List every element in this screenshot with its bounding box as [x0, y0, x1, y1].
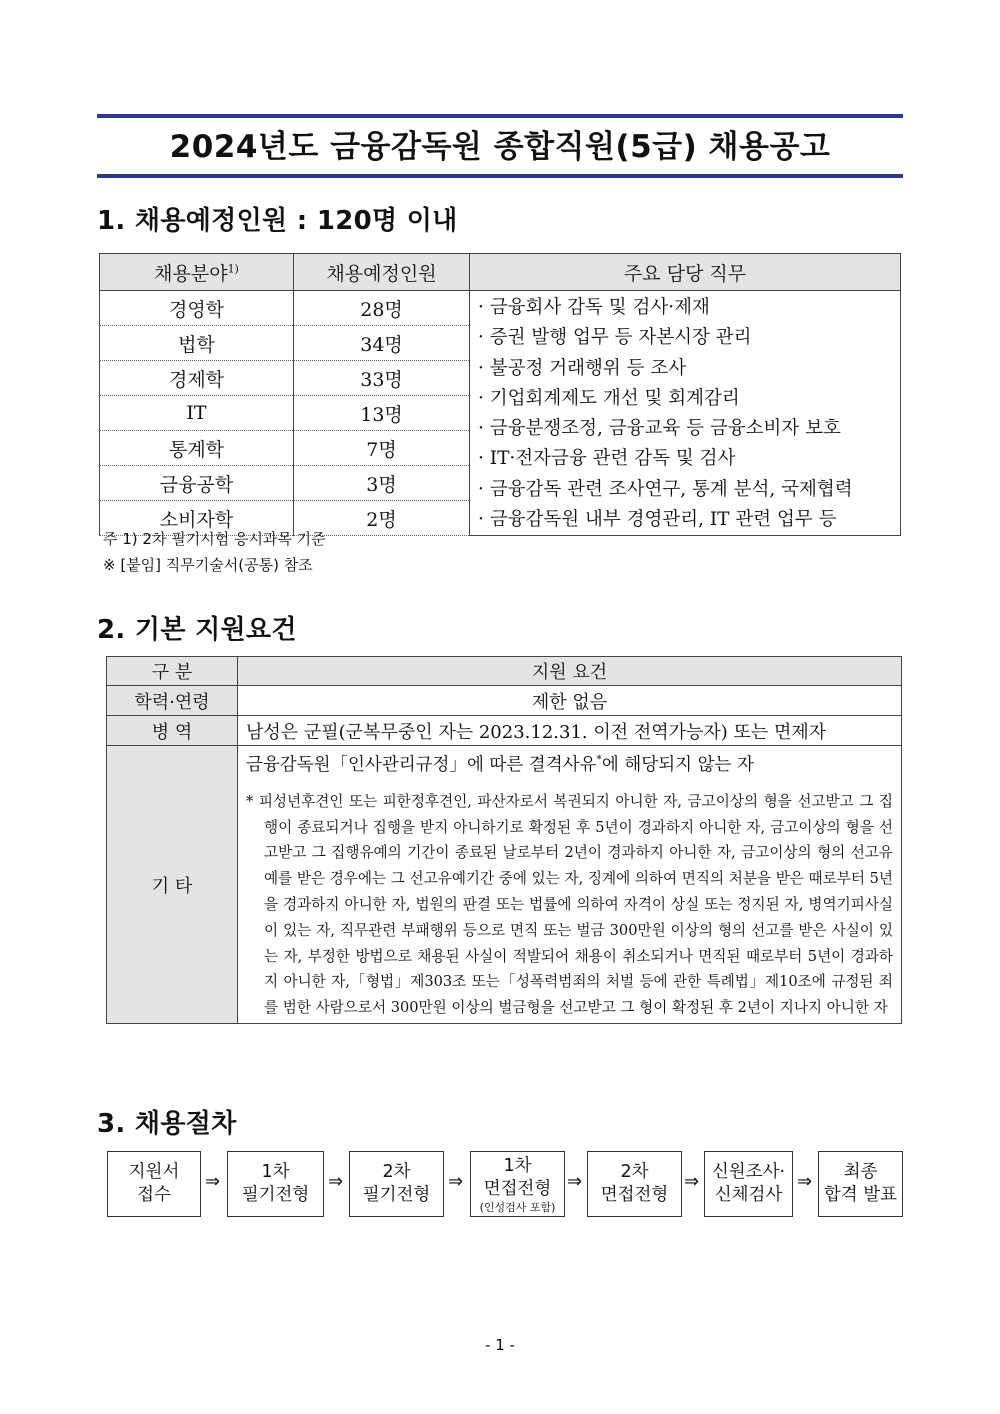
title-block — [97, 114, 903, 178]
header-requirement: 지원 요건 — [238, 657, 902, 686]
duty-item: · 금융감독 관련 조사연구, 통계 분석, 국제협력 — [478, 478, 853, 500]
disqualification-footnote: * 피성년후견인 또는 피한정후견인, 파산자로서 복권되지 아니한 자, 금고이상의 형을 선고받고 그 집행이 종료되거나 집행을 받지 아니하기로 확정된 후 5년이 경과하지 아니한 자, 금고이상의 형을 선고받고 그 집행유예의 기간이 종료된 날로부터 2년이 경과하지 아니한 자, 금고이상의 형의 선고유예를 받은 경우에는 그 선고유예기간 중에 있는 자, 징계에 의하여 면직의 처분을 받은 때로부터 5년을 경과하지 아니한 자, 법원의 판결 또는 법률에 의하여 자격이 상실 또는 정지된 자, 병역기피사실이 있는 자, 직무관련 부패행위 등으로 면직 또는 벌금 300만원 이상의 형의 선고를 받은 사실이 있는 자, 부정한 방법으로 채용된 사실이 적발되어 채용이 취소되거나 면직된 때로부터 5년이 경과하지 아니한 자,「형법」제303조 또는「성폭력범죄의 처벌 등에 관한 특례법」제10조에 규정된 죄를 범한 사람으로서 300만원 이상의 벌금형을 선고받고 그 형이 확정된 후 2년이 지나지 아니한 자 — [246, 792, 893, 1017]
section3-heading: 3. 채용절차 — [97, 1109, 237, 1139]
duty-item: · 금융회사 감독 및 검사·제재 — [478, 297, 710, 318]
disqualification-line: 금융감독원「인사관리규정」에 따른 결격사유*에 해당되지 않는 자 — [246, 753, 754, 775]
page-title: 2024년도 금융감독원 종합직원(5급) 채용공고 — [169, 129, 831, 165]
process-step: 2차 필기전형 — [349, 1151, 444, 1217]
row-label: 학력·연령 — [107, 686, 238, 716]
duty-item: · IT·전자금융 관련 감독 및 검사 — [478, 448, 736, 470]
process-flow — [107, 1151, 903, 1219]
duty-item: · 기업회계제도 개선 및 회계감리 — [478, 387, 740, 409]
requirements-table — [106, 656, 902, 1024]
header-category: 구 분 — [107, 657, 238, 686]
count-cell: 7명 — [294, 431, 470, 466]
table-row — [107, 686, 902, 716]
field-cell: 금융공학 — [100, 466, 294, 501]
arrow-icon: ⇒ — [797, 1171, 813, 1192]
page-number: - 1 - — [485, 1336, 515, 1354]
table-footnote: 주 1) 2차 필기시험 응시과목 기준 — [103, 530, 326, 548]
duty-item: · 금융분쟁조정, 금융교육 등 금융소비자 보호 — [478, 418, 841, 440]
row-value: 남성은 군필(군복무중인 자는 2023.12.31. 이전 전역가능자) 또는 면제자 — [238, 716, 902, 746]
count-cell: 33명 — [294, 361, 470, 396]
row-label: 기 타 — [107, 746, 238, 1024]
requirements-table-header — [107, 657, 902, 686]
arrow-icon: ⇒ — [567, 1171, 583, 1192]
title-rule-bottom — [97, 174, 903, 178]
section1-heading: 1. 채용예정인원 : 120명 이내 — [97, 206, 458, 236]
duty-item: · 증권 발행 업무 등 자본시장 관리 — [478, 327, 752, 349]
arrow-icon: ⇒ — [684, 1171, 700, 1192]
header-duties: 주요 담당 직무 — [470, 254, 901, 291]
count-cell: 13명 — [294, 396, 470, 431]
field-cell: 경제학 — [100, 361, 294, 396]
process-step: 최종 합격 발표 — [818, 1151, 903, 1217]
table-row — [107, 716, 902, 746]
field-cell: 소비자학 — [100, 501, 294, 536]
table-row — [100, 291, 901, 326]
recruitment-table — [99, 253, 901, 536]
process-step: 1차 면접전형 (인성검사 포함) — [470, 1151, 565, 1217]
count-cell: 3명 — [294, 466, 470, 501]
duty-item: · 금융감독원 내부 경영관리, IT 관련 업무 등 — [478, 509, 837, 531]
recruitment-table-header — [100, 254, 901, 291]
field-cell: 통계학 — [100, 431, 294, 466]
field-cell: IT — [100, 396, 294, 431]
arrow-icon: ⇒ — [328, 1171, 344, 1192]
count-cell: 34명 — [294, 326, 470, 361]
section2-heading: 2. 기본 지원요건 — [97, 615, 297, 645]
count-cell: 28명 — [294, 291, 470, 326]
table-row — [107, 746, 902, 1024]
arrow-icon: ⇒ — [205, 1171, 221, 1192]
duty-item: · 불공정 거래행위 등 조사 — [478, 357, 687, 379]
field-cell: 법학 — [100, 326, 294, 361]
process-step: 신원조사· 신체검사 — [704, 1151, 793, 1217]
process-step: 2차 면접전형 — [587, 1151, 682, 1217]
duties-cell — [470, 291, 901, 536]
process-step: 지원서 접수 — [107, 1151, 201, 1217]
table-reference-note: ※ [붙임] 직무기술서(공통) 참조 — [103, 556, 313, 574]
row-value — [238, 746, 902, 1024]
header-field: 채용분야$^{1)}$ — [100, 254, 294, 291]
field-cell: 경영학 — [100, 291, 294, 326]
process-step: 1차 필기전형 — [227, 1151, 324, 1217]
arrow-icon: ⇒ — [448, 1171, 464, 1192]
count-cell: 2명 — [294, 501, 470, 536]
header-count: 채용예정인원 — [294, 254, 470, 291]
row-label: 병 역 — [107, 716, 238, 746]
row-value: 제한 없음 — [238, 686, 902, 716]
